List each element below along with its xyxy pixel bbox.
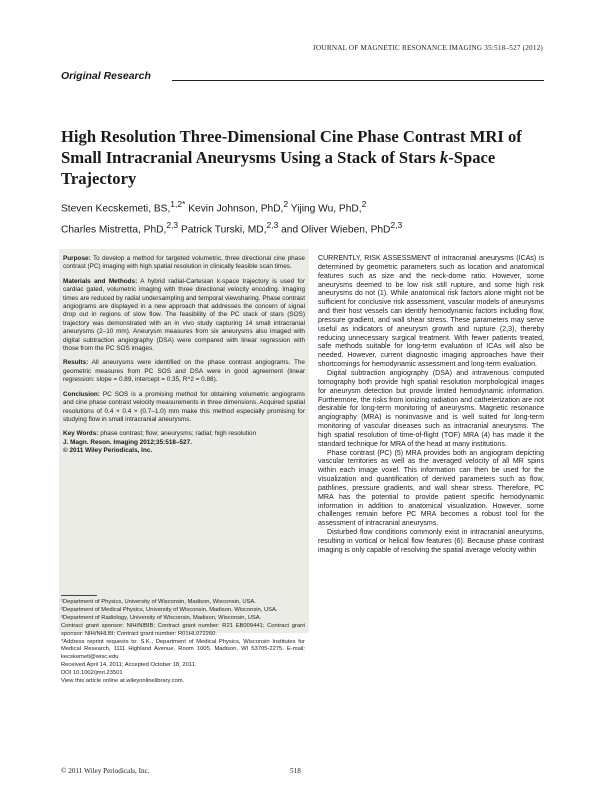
footnote-grant: Contract grant sponsor: NIH/NIBIB; Contract grant number: R21 EB009441; Contract grant sponsor: NIH/NHLBI; Contract grant number: R01HL072260. <box>61 622 305 637</box>
abstract-results: Results: All aneurysms were identified on the phase contrast angiograms. The geometric measures from PC SOS and DSA were in good agreement (linear regression: slope = 0.89, intercept = 0.35, R^2 = 0.88). <box>63 359 305 384</box>
abstract-purpose: Purpose: To develop a method for targeted volumetric, three directional cine phase contrast (PC) imaging with high spatial resolution in clinically feasible scan times. <box>63 255 305 271</box>
section-label: Original Research <box>61 70 151 82</box>
body-paragraph: Digital subtraction angiography (DSA) and intravenous computed tomography both provide high spatial resolution morphological images for aneurysm detection but provide limited hemodynamic information. Furthermore, the risks from ionizing radiation and catheterization are not desirable for long-term monitoring of aneurysms. Magnetic resonance angiography (MRA) is noninvasive and is well suited for long-term monitoring of vascular diseases such as intracranial aneurysms. The high spatial resolution of time-of-flight (TOF) MRA (4) has made it the standard technique for MRA of the head at many institutions. <box>318 369 544 448</box>
article-title: High Resolution Three-Dimensional Cine Phase Contrast MRI of Small Intracranial Aneurysms Using a Stack of Stars k-Space Trajectory <box>61 127 522 188</box>
author-line-1: Steven Kecskemeti, BS,$^{1,2*}$ Kevin Johnson, PhD,$^2$ Yijing Wu, PhD,$^2$ <box>61 199 367 215</box>
abstract-copyright: © 2011 Wiley Periodicals, Inc. <box>63 447 153 455</box>
section-rule <box>172 80 544 81</box>
author-list <box>61 196 541 239</box>
abstract-conclusion: Conclusion: PC SOS is a promising method for obtaining volumetric angiograms and cine phase contrast velocity measurements in three dimensions. Acquired spatial resolutions of 0.4 × 0.4 × (0.7–1.0) mm make this method especially promising for studying flow in small intracranial aneurysms. <box>63 390 306 423</box>
abstract-citation: J. Magn. Reson. Imaging 2012;35:518–527. <box>63 438 192 446</box>
body-paragraph: Disturbed flow conditions commonly exist in intracranial aneurysms, resulting in vortical or helical flow features (6). Because phase contrast imaging is only capable of resolving the spatial average velocity within <box>318 529 544 554</box>
author-line-2: Charles Mistretta, PhD,$^{2,3}$ Patrick Turski, MD,$^{2,3}$ and Oliver Wieben, PhD$^{2,3}$ <box>61 220 403 236</box>
body-paragraph: Phase contrast (PC) (5) MRA provides both an angiogram depicting vascular territories as well as the averaged velocity of all MR spins within each image voxel. This information can then be used for the visualization and quantification of derived parameters such as flow, pathlines, pressure gradients, and wall shear stress. Therefore, PC MRA has the potential to provide patient specific hemodynamic information in addition to anatomical visualization. However, some challenges remain before PC MRA becomes a robust tool for the assessment of intracranial aneurysms. <box>318 449 544 528</box>
abstract-methods: Materials and Methods: A hybrid radial-Cartesian k-space trajectory is used for cardiac gated, volumetric imaging with three directional velocity encoding. Imaging times are reduced by radial undersampling and temporal viewsharing. Phase contrast angiograms are displayed in a new approach that addresses the concern of signal drop out in regions of slow flow. The feasibility of the PC stack of stars (SOS) trajectory was demonstrated with an in vivo study capturing 14 small intracranial aneurysms (2–10 mm). Aneurysm measures from six aneurysms also imaged with digital subtraction angiography (DSA) were compared with linear regression with those from the PC SOS images. <box>63 277 305 353</box>
body-paragraph: CURRENTLY, RISK ASSESSMENT of intracranial aneurysms (ICAs) is determined by geometric parameters such as location and anatomical features such as size and the neck-dome ratio. However, some aneurysms deemed to be low risk still rupture, and some high risk aneurysms do not (1). While anatomical risk factors alone might not be sufficient for conclusive risk assessment, vascular models of aneurysms and their host vessels can identify hemodynamic factors including flow, pressure gradient, and wall shear stress. These parameters may serve useful as indicators of aneurysm growth and rupture (2,3), thereby reducing unnecessary surgical treatment. With fewer patients treated, safe methods suitable for long-term evaluation of ICAs will also be needed. However, current diagnostic imaging approaches have their shortcomings for hemodynamic assessment and long-term evaluation. <box>318 255 544 369</box>
footnote-reprint-address: *Address reprint requests to: S.K., Department of Medical Physics, Wisconsin Institutes for Medical Research, 1111 Highland Avenue, Room 1005, Madison, WI 53705-2275. E-mail: kecskemeti@wisc.edu <box>61 638 305 661</box>
footnote-affiliation-3: ³Department of Radiology, University of Wisconsin, Madison, Wisconsin, USA. <box>61 614 262 621</box>
footnote-received: Received April 14, 2011; Accepted October 18, 2011. <box>61 662 197 669</box>
page-number: 518 <box>290 767 301 775</box>
abstract <box>63 255 305 456</box>
footer-copyright: © 2011 Wiley Periodicals, Inc. <box>61 767 150 775</box>
abstract-keywords: Key Words: phase contrast; flow; aneurysms; radial; high resolution <box>63 430 257 438</box>
body-text <box>318 255 544 556</box>
footnote-affiliation-2: ²Department of Medical Physics, University of Wisconsin, Madison, Wisconsin, USA. <box>61 606 278 613</box>
footnote-rule <box>61 595 97 596</box>
footnote-online: View this article online at wileyonlinelibrary.com. <box>61 678 185 685</box>
footnote-affiliation-1: ¹Department of Physics, University of Wisconsin, Madison, Wisconsin, USA. <box>61 599 256 605</box>
footnotes <box>61 599 305 686</box>
footnote-doi: DOI 10.1002/jmri.23501 <box>61 670 123 677</box>
title-k-italic: k <box>439 148 449 167</box>
journal-reference: JOURNAL OF MAGNETIC RESONANCE IMAGING 35:518–527 (2012) <box>313 44 543 52</box>
